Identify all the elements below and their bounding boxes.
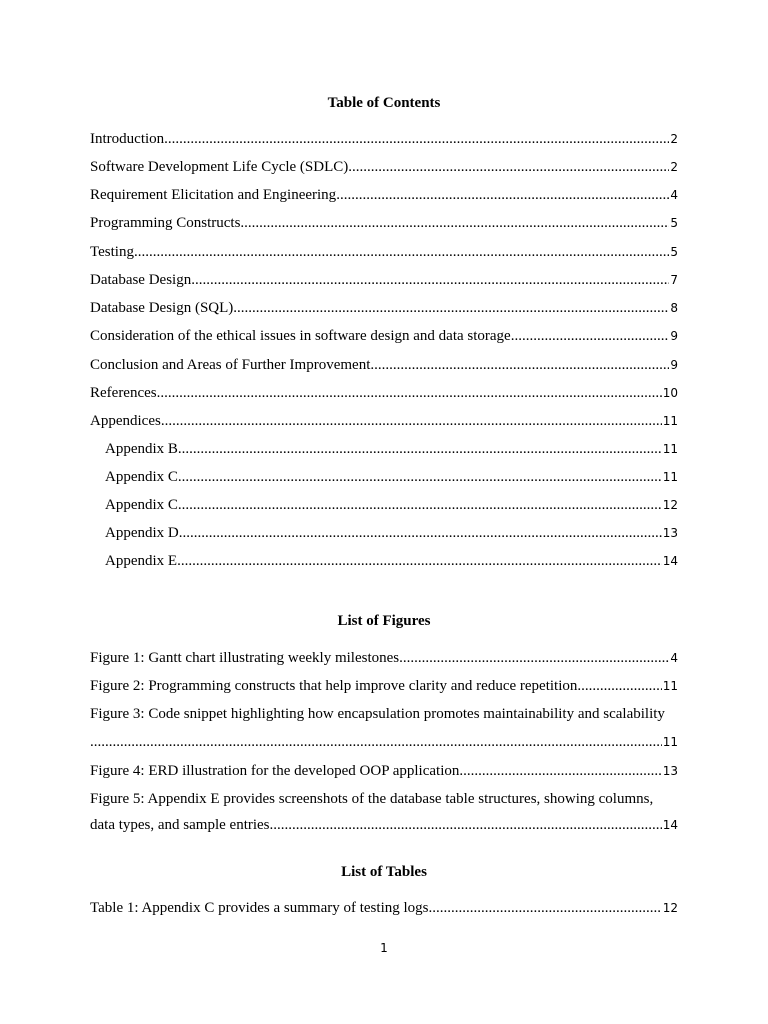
toc-entry-page: 8 — [670, 301, 678, 315]
table-entry-1[interactable] — [90, 898, 678, 918]
toc-entry-page: 7 — [670, 273, 678, 287]
toc-entry-page: 11 — [662, 414, 678, 428]
toc-entry-references[interactable] — [90, 383, 678, 403]
figure-entry-4[interactable] — [90, 761, 678, 781]
toc-entry-page: 4 — [670, 188, 678, 202]
toc-entry-conclusion[interactable] — [90, 355, 678, 375]
toc-entry-page: 14 — [662, 554, 678, 568]
toc-entry-page: 5 — [670, 216, 678, 230]
dot-leader — [348, 157, 669, 177]
toc-entry-programming-constructs[interactable] — [90, 213, 678, 233]
dot-leader — [233, 298, 669, 318]
dot-leader — [178, 467, 662, 487]
toc-entry-requirement-elicitation[interactable] — [90, 185, 678, 205]
toc-entry-label: Programming Constructs — [90, 215, 241, 231]
toc-entry-label: Appendix E — [105, 553, 178, 569]
toc-entry-appendix-c-2[interactable] — [105, 495, 678, 515]
toc-entry-page: 12 — [662, 498, 678, 512]
toc-entry-label: Introduction — [90, 131, 165, 147]
toc-entry-label: Appendix B — [105, 441, 178, 457]
figure-entry-label: Figure 4: ERD illustration for the developed OOP application — [90, 763, 460, 779]
dot-leader — [399, 648, 669, 668]
toc-entry-label: References — [90, 385, 157, 401]
dot-leader — [577, 676, 661, 696]
figure-entry-2[interactable] — [90, 676, 678, 696]
dot-leader — [134, 242, 669, 262]
toc-entry-page: 11 — [662, 442, 678, 456]
dot-leader — [429, 898, 662, 918]
toc-entry-label: Appendix C — [105, 497, 178, 513]
toc-entry-ethical-issues[interactable] — [90, 326, 678, 346]
dot-leader — [179, 523, 662, 543]
toc-entry-database-design[interactable] — [90, 270, 678, 290]
toc-entry-page: 11 — [662, 470, 678, 484]
toc-entry-label: Database Design (SQL) — [90, 300, 234, 316]
figure-entry-label: Figure 1: Gantt chart illustrating weekly milestones — [90, 650, 400, 666]
figure-entry-5[interactable] — [90, 815, 678, 835]
toc-entry-label: Software Development Life Cycle (SDLC) — [90, 159, 349, 175]
toc-entry-label: Database Design — [90, 272, 192, 288]
figure-entry-page: 14 — [662, 818, 678, 832]
figure-entry-5-label[interactable]: Figure 5: Appendix E provides screenshots of the database table structures, showing columns, — [90, 791, 654, 807]
dot-leader — [177, 551, 662, 571]
figure-entry-3[interactable] — [90, 732, 678, 752]
dot-leader — [240, 213, 669, 233]
toc-entry-page: 5 — [670, 245, 678, 259]
dot-leader — [178, 495, 662, 515]
toc-entry-introduction[interactable] — [90, 129, 678, 149]
dot-leader — [270, 815, 662, 835]
toc-entry-label: Requirement Elicitation and Engineering — [90, 187, 337, 203]
dot-leader — [164, 129, 669, 149]
toc-entry-page: 2 — [670, 160, 678, 174]
figure-entry-1[interactable] — [90, 648, 678, 668]
dot-leader — [370, 355, 669, 375]
figure-entry-label: Figure 2: Programming constructs that help improve clarity and reduce repetition — [90, 678, 578, 694]
toc-entry-testing[interactable] — [90, 242, 678, 262]
toc-entry-page: 13 — [662, 526, 678, 540]
figure-entry-page: 13 — [662, 764, 678, 778]
toc-entry-label: Appendix C — [105, 469, 178, 485]
dot-leader — [161, 411, 662, 431]
dot-leader — [336, 185, 669, 205]
toc-entry-appendix-b[interactable] — [105, 439, 678, 459]
table-entry-page: 12 — [662, 901, 678, 915]
toc-entry-database-design-sql[interactable] — [90, 298, 678, 318]
toc-entry-appendix-d[interactable] — [105, 523, 678, 543]
toc-entry-page: 9 — [670, 329, 678, 343]
tables-title: List of Tables — [341, 864, 427, 880]
figure-entry-label: data types, and sample entries — [90, 817, 270, 833]
figure-entry-page: 4 — [670, 651, 678, 665]
figures-title: List of Figures — [337, 613, 431, 629]
toc-entry-label: Testing — [90, 244, 134, 260]
table-entry-label: Table 1: Appendix C provides a summary of testing logs — [90, 900, 429, 916]
dot-leader — [511, 326, 670, 346]
toc-entry-page: 9 — [670, 358, 678, 372]
dot-leader — [157, 383, 662, 403]
toc-entry-label: Appendices — [90, 413, 161, 429]
page-number: 1 — [380, 941, 388, 955]
toc-entry-label: Conclusion and Areas of Further Improvement — [90, 357, 371, 373]
toc-entry-page: 2 — [670, 132, 678, 146]
dot-leader — [191, 270, 669, 290]
toc-entry-label: Consideration of the ethical issues in software design and data storage — [90, 328, 511, 344]
toc-entry-appendix-c[interactable] — [105, 467, 678, 487]
toc-entry-appendix-e[interactable] — [105, 551, 678, 571]
toc-entry-page: 10 — [662, 386, 678, 400]
dot-leader — [178, 439, 662, 459]
figure-entry-page: 11 — [662, 679, 678, 693]
dot-leader — [90, 732, 662, 752]
figure-entry-page: 11 — [662, 735, 678, 749]
dot-leader — [459, 761, 661, 781]
toc-entry-sdlc[interactable] — [90, 157, 678, 177]
toc-entry-label: Appendix D — [105, 525, 179, 541]
toc-entry-appendices[interactable] — [90, 411, 678, 431]
toc-title: Table of Contents — [327, 95, 441, 111]
figure-entry-3-label[interactable]: Figure 3: Code snippet highlighting how encapsulation promotes maintainability and scalability — [90, 706, 665, 722]
